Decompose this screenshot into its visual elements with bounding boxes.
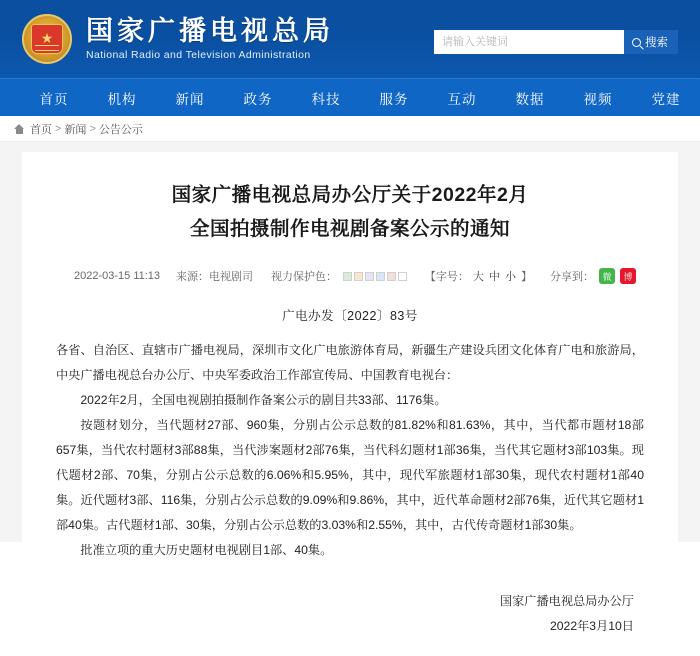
- eyecare-label: 视力保护色：: [270, 271, 337, 284]
- fontsize-tail: 】: [521, 271, 533, 284]
- eyecare-swatch-blue[interactable]: [376, 272, 385, 281]
- source-value: 电视剧司: [209, 271, 254, 284]
- eyecare-swatch-beige[interactable]: [354, 272, 363, 281]
- source-group: [176, 268, 253, 284]
- breadcrumb-item-news[interactable]: 新闻: [64, 123, 87, 136]
- signature-date: 2022年3月10日: [549, 618, 634, 633]
- wechat-share-icon[interactable]: 微: [599, 268, 615, 284]
- paragraph-recipients: 各省、自治区、直辖市广播电视局，深圳市文化广电旅游体育局，新疆生产建设兵团文化体育广电和旅游局，中央广播电视总台办公厅、中央军委政治工作部宣传局、中国教育电视台：: [56, 343, 644, 383]
- nav-item-data[interactable]: 数据: [515, 91, 545, 107]
- nav-item-interact[interactable]: 互动: [447, 91, 477, 107]
- site-title-block: [86, 17, 334, 61]
- weibo-share-icon[interactable]: 博: [620, 268, 636, 284]
- content-wrap: [0, 142, 700, 656]
- eyecare-swatch-green[interactable]: [343, 272, 352, 281]
- article-card: [22, 152, 678, 656]
- site-header: [0, 0, 700, 78]
- nav-item-video[interactable]: 视频: [583, 91, 613, 107]
- eyecare-group: [271, 268, 407, 284]
- source-label: 来源：: [176, 271, 210, 284]
- page-title-line2: 全国拍摄制作电视剧备案公示的通知: [189, 218, 510, 241]
- meta-left: [56, 268, 253, 284]
- paragraph-approved: 批准立项的重大历史题材电视剧目1部、40集。: [80, 543, 333, 558]
- breadcrumb-item-notice[interactable]: 公告公示: [98, 123, 143, 136]
- nav-item-home[interactable]: 首页: [39, 91, 69, 107]
- search-icon: [632, 38, 641, 47]
- nav-item-service[interactable]: 服务: [379, 91, 409, 107]
- publish-date: 2022-03-15 11:13: [74, 270, 161, 283]
- share-group: [550, 268, 644, 284]
- home-icon: [14, 124, 25, 134]
- paragraph-breakdown: 按题材划分，当代题材27部、960集，分别占公示总数的81.82%和81.63%，其中，当代都市题材18部657集，当代农村题材3部88集，当代涉案题材2部76集，当代科幻题材1部36集，当代其它题材3部103集。现代题材2部、70集，分别占公示总数的6.06%和5.95%，其中，现代军旅题材1部30集，现代农村题材1部40集。近代题材3部、116集，分别占公示总数的9.09%和9.86%，其中，近代革命题材2部76集，近代其它题材1部40集。古代题材1部、30集，分别占公示总数的3.03%和2.55%，其中，古代传奇题材1部30集。: [56, 418, 644, 533]
- nav-item-affairs[interactable]: 政务: [243, 91, 273, 107]
- page-title-line1: 国家广播电视总局办公厅关于2022年2月: [171, 184, 529, 206]
- eyecare-swatch-white[interactable]: [398, 272, 407, 281]
- fontsize-label: 【字号：: [424, 271, 469, 284]
- nav-item-party[interactable]: 党建: [651, 91, 681, 107]
- eyecare-swatch-purple[interactable]: [365, 272, 374, 281]
- page-title: [56, 178, 644, 246]
- signature-org: 国家广播电视总局办公厅: [499, 594, 634, 609]
- breadcrumb: [0, 116, 700, 142]
- breadcrumb-separator: >: [89, 122, 96, 135]
- search-button-label: 搜索: [645, 37, 668, 49]
- document-number: 广电办发〔2022〕83号: [282, 309, 418, 324]
- site-title-cn: 国家广播电视总局: [86, 15, 334, 46]
- nav-item-news[interactable]: 新闻: [175, 91, 205, 107]
- paragraph-summary: 2022年2月，全国电视剧拍摄制作备案公示的剧目共33部、1176集。: [80, 393, 447, 408]
- eyecare-swatches[interactable]: [343, 272, 407, 281]
- article-body: [56, 338, 644, 563]
- nav-item-org[interactable]: 机构: [107, 91, 137, 107]
- search-input[interactable]: [434, 30, 624, 54]
- share-label: 分享到：: [549, 271, 594, 284]
- search-button[interactable]: [624, 30, 678, 54]
- fontsize-options[interactable]: 大 中 小: [472, 271, 518, 284]
- signature-block: [56, 589, 644, 638]
- site-title-en: National Radio and Television Administration: [86, 49, 311, 62]
- fontsize-group: [425, 268, 532, 284]
- main-nav: [0, 78, 700, 116]
- article-meta: [56, 268, 644, 284]
- eyecare-swatch-pink[interactable]: [387, 272, 396, 281]
- nav-item-tech[interactable]: 科技: [311, 91, 341, 107]
- breadcrumb-separator: >: [55, 122, 62, 135]
- national-emblem-icon: [22, 14, 72, 64]
- breadcrumb-item-home[interactable]: 首页: [30, 123, 52, 136]
- search-box: [434, 30, 678, 54]
